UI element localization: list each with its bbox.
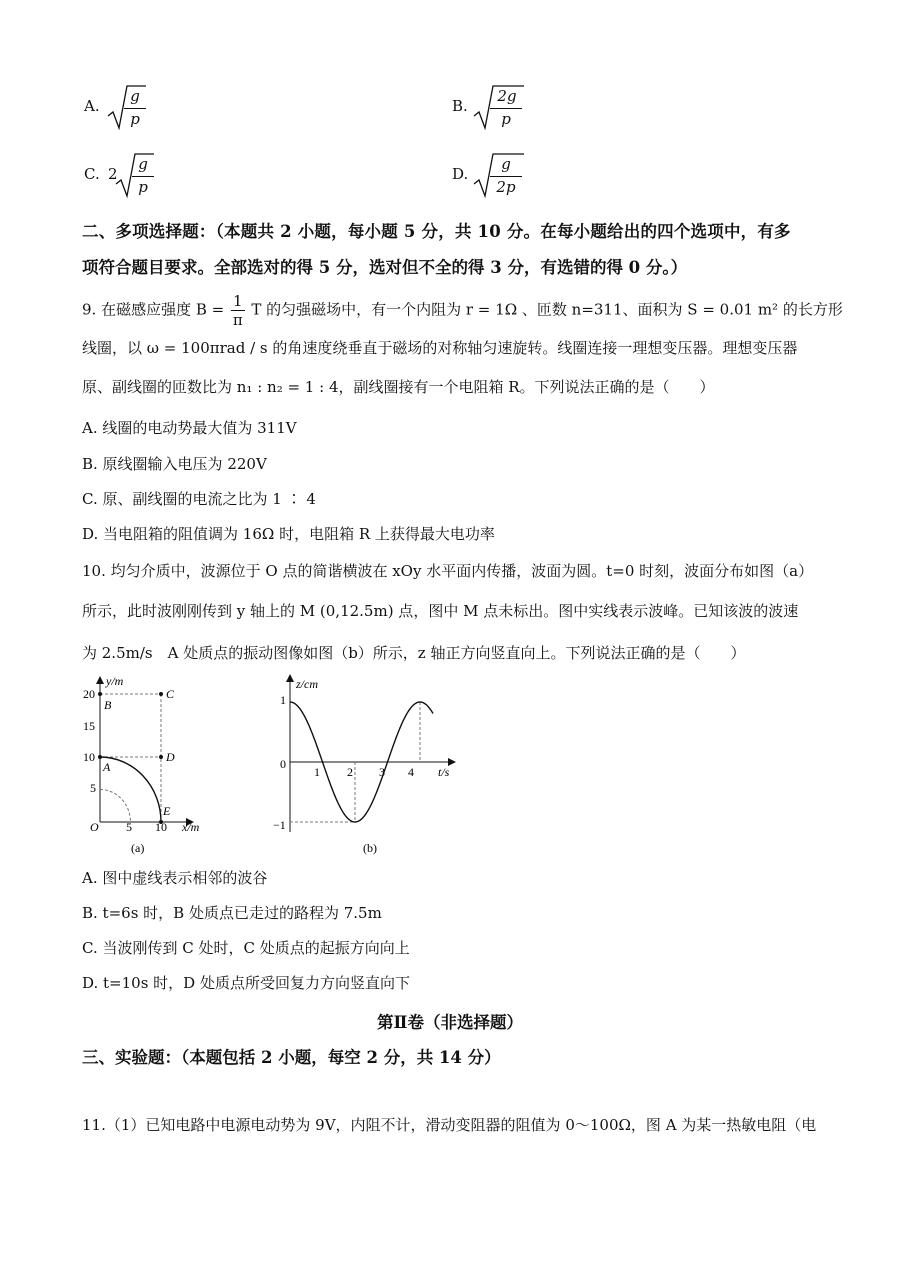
- x-axis-label: x/m: [182, 820, 200, 834]
- y-tick-10: 10: [83, 750, 95, 764]
- q9-line1-end: T 的匀强磁场中，有一个内阻为 r = 1Ω 、匝数 n=311、面积为 S = 0.01 m² 的长方形: [251, 300, 843, 319]
- option-label: C.: [84, 165, 100, 183]
- label-c: C: [166, 687, 175, 701]
- q10-option-a: A. 图中虚线表示相邻的波谷: [82, 869, 268, 887]
- q10-line1: 10. 均匀介质中，波源位于 O 点的简谐横波在 xOy 水平面内传播，波面为圆。t=0 时刻，波面分布如图（a）: [82, 562, 814, 580]
- q10-line3: 为 2.5m/s A 处质点的振动图像如图（b）所示，z 轴正方向竖直向上。下列说法正确的是（ ）: [82, 644, 746, 662]
- section3-heading: 三、实验题：（本题包括 2 小题，每空 2 分，共 14 分）: [82, 1048, 501, 1067]
- label-e: E: [163, 804, 171, 818]
- q9-option-a: A. 线圈的电动势最大值为 311V: [82, 419, 297, 437]
- option-label: B.: [452, 97, 468, 115]
- figure-a-caption: (a): [131, 841, 145, 855]
- q9-fraction: [231, 292, 245, 329]
- t-tick-3: 3: [379, 765, 385, 779]
- y-tick-5: 5: [90, 781, 96, 795]
- fraction-numerator: 1: [233, 292, 243, 310]
- q10-option-c: C. 当波刚传到 C 处时，C 处质点的起振方向向上: [82, 939, 410, 957]
- y-axis-label: y/m: [106, 674, 124, 688]
- point-c-dot: [159, 692, 163, 696]
- fraction-numerator: g: [501, 155, 511, 173]
- q8-option-a: [84, 82, 204, 132]
- q8-option-b: [452, 82, 572, 132]
- fraction-numerator: g: [130, 87, 140, 105]
- fraction-numerator: g: [138, 155, 148, 173]
- figure-b-caption: (b): [363, 841, 377, 855]
- section2-heading-line2: 项符合题目要求。全部选对的得 5 分，选对但不全的得 3 分，有选错的得 0 分。）: [82, 258, 688, 277]
- point-b-dot: [98, 692, 102, 696]
- q10-line2: 所示，此时波刚刚传到 y 轴上的 M (0,12.5m) 点，图中 M 点未标出。图中实线表示波峰。已知该波的波速: [82, 602, 799, 620]
- q9-option-b: B. 原线圈输入电压为 220V: [82, 455, 267, 473]
- y-tick-15: 15: [83, 719, 95, 733]
- t-axis-label: t/s: [438, 765, 450, 779]
- fraction-denominator: p: [130, 110, 140, 128]
- point-a-dot: [98, 755, 102, 759]
- origin-label: O: [90, 820, 99, 834]
- t-tick-2: 2: [347, 765, 353, 779]
- q9-line3: 原、副线圈的匝数比为 n₁ : n₂ = 1 : 4，副线圈接有一个电阻箱 R。下列说法正确的是（ ）: [82, 378, 715, 396]
- x-tick-10: 10: [155, 820, 167, 834]
- label-b: B: [104, 698, 112, 712]
- figure-a: [80, 672, 220, 862]
- x-tick-5: 5: [126, 820, 132, 834]
- q9-option-d: D. 当电阻箱的阻值调为 16Ω 时，电阻箱 R 上获得最大电功率: [82, 525, 495, 543]
- q9-line2: 线圈，以 ω = 100πrad / s 的角速度绕垂直于磁场的对称轴匀速旋转。线圈连接一理想变压器。理想变压器: [82, 339, 798, 357]
- coefficient: 2: [108, 165, 118, 183]
- z-tick-1: 1: [280, 693, 286, 707]
- figure-b: [270, 672, 470, 862]
- label-a: A: [103, 760, 111, 774]
- fraction-denominator: p: [501, 110, 511, 128]
- point-d-dot: [159, 755, 163, 759]
- option-label: D.: [452, 165, 469, 183]
- fraction-denominator: p: [138, 178, 148, 196]
- q10-option-b: B. t=6s 时，B 处质点已走过的路程为 7.5m: [82, 904, 382, 922]
- q9-line1-start: 9. 在磁感应强度 B =: [82, 300, 225, 319]
- option-label: A.: [84, 97, 100, 115]
- z-axis-label: z/cm: [296, 677, 318, 691]
- t-tick-1: 1: [314, 765, 320, 779]
- q8-option-c: [84, 150, 204, 200]
- z-tick-0: 0: [280, 757, 286, 771]
- q9-line1: [82, 292, 843, 329]
- label-d: D: [166, 750, 175, 764]
- part2-title: 第Ⅱ卷（非选择题）: [377, 1013, 523, 1032]
- q8-option-d: [452, 150, 572, 200]
- fraction-denominator: 2p: [496, 178, 516, 196]
- t-tick-4: 4: [408, 765, 414, 779]
- q9-option-c: C. 原、副线圈的电流之比为 1 ∶ 4: [82, 490, 316, 508]
- q10-option-d: D. t=10s 时，D 处质点所受回复力方向竖直向下: [82, 974, 410, 992]
- trough-arc: [100, 790, 131, 823]
- section2-heading-line1: 二、多项选择题：（本题共 2 小题，每小题 5 分，共 10 分。在每小题给出的四个选项中，有多: [82, 222, 791, 241]
- y-tick-20: 20: [83, 687, 95, 701]
- q11-line1: 11.（1）已知电路中电源电动势为 9V，内阻不计，滑动变阻器的阻值为 0～100Ω，图 A 为某一热敏电阻（电: [82, 1116, 817, 1134]
- z-tick-minus1: −1: [273, 818, 286, 832]
- fraction-denominator: π: [232, 311, 243, 329]
- fraction-numerator: 2g: [497, 87, 517, 105]
